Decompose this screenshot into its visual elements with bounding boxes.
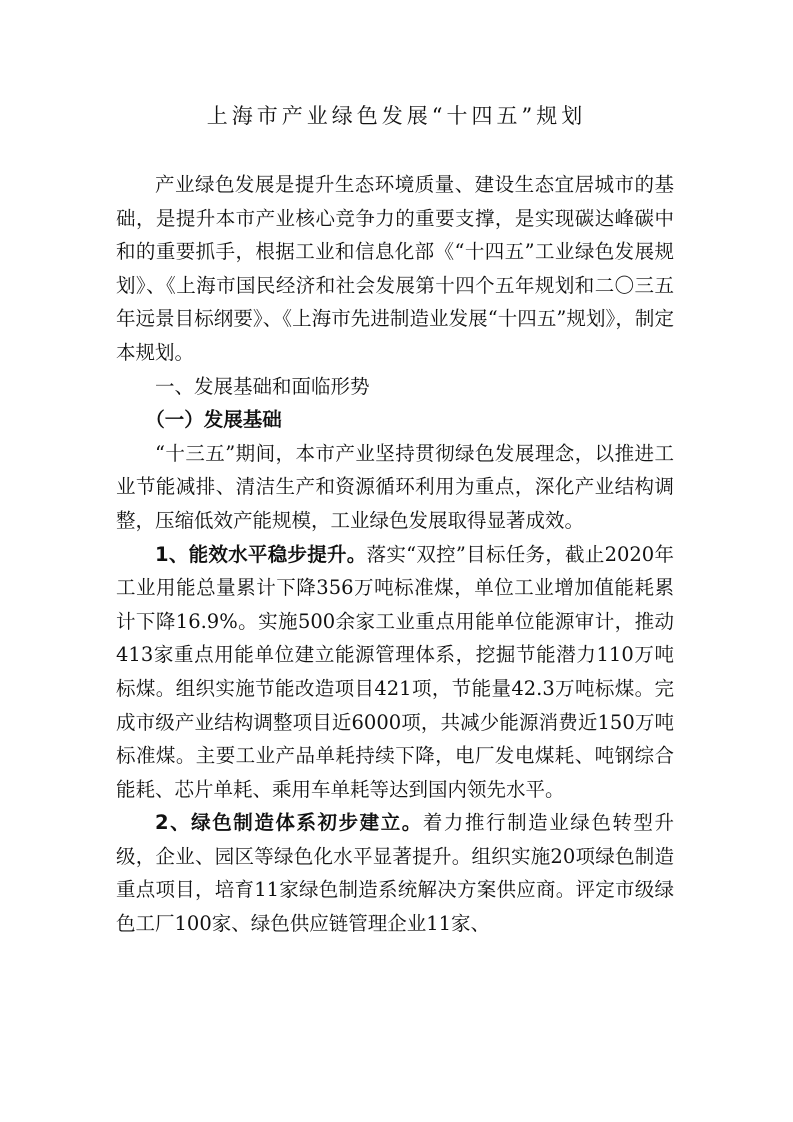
point-lead-1: 1、能效水平稳步提升。 <box>155 542 367 566</box>
point-text-2: 着力推行制造业绿色转型升级，企业、园区等绿色化水平显著提升。组织实施20项绿色制造重点项目，培育11家绿色制造系统解决方案供应商。评定市级绿色工厂100家、绿色供应链管理企业11家、 <box>116 811 674 936</box>
document-title: 上海市产业绿色发展“十四五”规划 <box>206 104 587 128</box>
intro-paragraph: 产业绿色发展是提升生态环境质量、建设生态宜居城市的基础，是提升本市产业核心竞争力的重要支撑，是实现碳达峰碳中和的重要抓手，根据工业和信息化部《“十四五”工业绿色发展规划》、《上海市国民经济和社会发展第十四个五年规划和二〇三五年远景目标纲要》、《上海市先进制造业发展“十四五”规划》，制定本规划。 <box>116 173 674 364</box>
subsection-paragraph: “十三五”期间，本市产业坚持贯彻绿色发展理念，以推进工业节能减排、清洁生产和资源循环利用为重点，深化产业结构调整，压缩低效产能规模，工业绿色发展取得显著成效。 <box>116 441 674 532</box>
document-body <box>116 168 674 941</box>
point-text-1: 落实“双控”目标任务，截止2020年工业用能总量累计下降356万吨标准煤，单位工业增加值能耗累计下降16.9%。实施500余家工业重点用能单位能源审计，推动413家重点用能单位建立能源管理体系，挖掘节能潜力110万吨标煤。组织实施节能改造项目421项，节能量42.3万吨标煤。完成市级产业结构调整项目近6000项，共减少能源消费近150万吨标准煤。主要工业产品单耗持续下降，电厂发电煤耗、吨钢综合能耗、芯片单耗、乘用车单耗等达到国内领先水平。 <box>116 542 674 801</box>
subsection-heading: （一）发展基础 <box>145 408 282 432</box>
section-heading: 一、发展基础和面临形势 <box>155 374 370 398</box>
point-paragraph-2 <box>116 806 674 940</box>
point-lead-2: 2、绿色制造体系初步建立。 <box>155 811 423 835</box>
point-paragraph-1 <box>116 538 674 807</box>
